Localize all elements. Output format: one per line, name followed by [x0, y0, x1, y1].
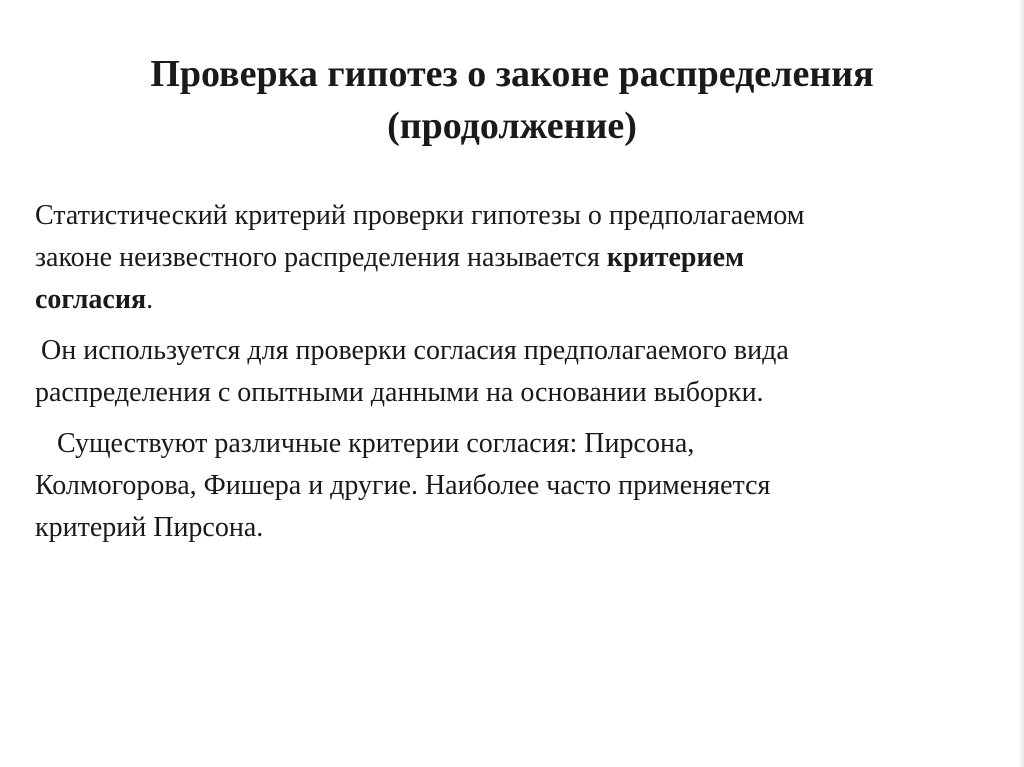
slide-body: [35, 195, 985, 558]
paragraph-line: критерий Пирсона.: [35, 512, 264, 543]
paragraph-line: Статистический критерий проверки гипотезы о предполагаемом: [35, 200, 805, 231]
paragraph-criteria: [35, 423, 985, 549]
paragraph-line: [35, 237, 985, 279]
slide-title: [40, 48, 984, 152]
paragraph-text: законе неизвестного распределения называется: [35, 242, 607, 273]
title-line-1: Проверка гипотез о законе распределения: [150, 53, 874, 95]
term-bold: согласия: [35, 284, 147, 315]
paragraph-usage: [35, 330, 985, 414]
title-line-2: (продолжение): [387, 105, 637, 147]
paragraph-definition: [35, 195, 985, 321]
paragraph-line: распределения с опытными данными на основании выборки.: [35, 377, 764, 408]
slide-edge-shadow: [1018, 0, 1024, 767]
paragraph-line: Он используется для проверки согласия предполагаемого вида: [41, 335, 789, 366]
paragraph-line: Существуют различные критерии согласия: Пирсона,: [57, 428, 695, 459]
paragraph-text: .: [146, 284, 154, 315]
term-bold: критерием: [606, 242, 745, 273]
paragraph-line: [35, 279, 985, 321]
paragraph-line: Колмогорова, Фишера и другие. Наиболее часто применяется: [35, 470, 771, 501]
